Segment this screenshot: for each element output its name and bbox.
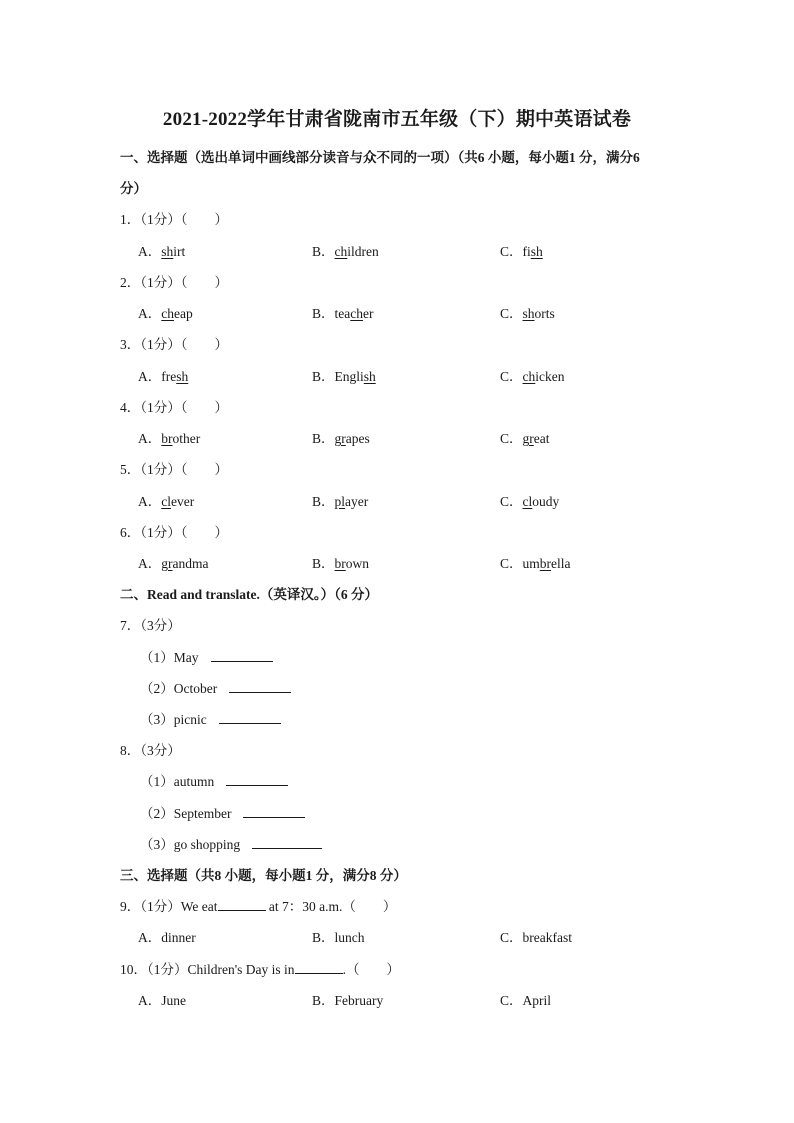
q6-option-c: C．umbrella bbox=[500, 556, 571, 571]
answer-blank[interactable] bbox=[211, 649, 273, 662]
answer-blank[interactable] bbox=[295, 961, 343, 974]
question-1-label: 1．（1分）（ ） bbox=[120, 212, 228, 227]
underlined-part: sh bbox=[161, 244, 174, 259]
q10-option-b: B．February bbox=[312, 993, 384, 1008]
q6-option-b: B．brown bbox=[312, 556, 370, 571]
question-5-label: 5．（1分）（ ） bbox=[120, 462, 228, 477]
underlined-part: br bbox=[539, 556, 552, 571]
q8-item-1: （1）autumn bbox=[140, 770, 288, 790]
underlined-part: br bbox=[161, 431, 173, 446]
q10-option-c: C．April bbox=[500, 993, 552, 1008]
underlined-part: cl bbox=[161, 494, 171, 509]
q6-option-a: A．grandma bbox=[138, 556, 209, 571]
section1-heading-cont: 分） bbox=[120, 181, 147, 196]
q5-option-b: B．player bbox=[312, 494, 369, 509]
q2-option-a: A．cheap bbox=[138, 306, 193, 321]
underlined-part: gr bbox=[522, 431, 534, 446]
q7-item-2: （2）October bbox=[140, 677, 291, 697]
q4-option-b: B．grapes bbox=[312, 431, 370, 446]
q9-option-c: C．breakfast bbox=[500, 930, 572, 945]
q3-option-b: B．English bbox=[312, 369, 376, 384]
section2-heading: 二、Read and translate.（英译汉。）（6 分） bbox=[120, 587, 379, 602]
underlined-part: pl bbox=[334, 494, 346, 509]
q3-option-c: C．chicken bbox=[500, 369, 565, 384]
underlined-part: sh bbox=[522, 306, 535, 321]
q4-option-c: C．great bbox=[500, 431, 550, 446]
q9-option-b: B．lunch bbox=[312, 930, 365, 945]
question-4-label: 4．（1分）（ ） bbox=[120, 400, 228, 415]
answer-blank[interactable] bbox=[218, 898, 266, 911]
section3-heading: 三、选择题（共8 小题，每小题1 分，满分8 分） bbox=[120, 868, 407, 883]
q7-item-3: （3）picnic bbox=[140, 708, 281, 728]
underlined-part: ch bbox=[522, 369, 536, 384]
answer-blank[interactable] bbox=[229, 680, 291, 693]
question-2-label: 2．（1分）（ ） bbox=[120, 275, 228, 290]
q4-option-a: A．brother bbox=[138, 431, 201, 446]
answer-blank[interactable] bbox=[226, 773, 288, 786]
underlined-part: br bbox=[334, 556, 346, 571]
q1-option-b: B．children bbox=[312, 244, 379, 259]
q1-option-c: C．fish bbox=[500, 244, 543, 259]
question-6-label: 6．（1分）（ ） bbox=[120, 525, 228, 540]
underlined-part: sh bbox=[530, 244, 543, 259]
underlined-part: ch bbox=[334, 244, 348, 259]
underlined-part: ch bbox=[350, 306, 364, 321]
underlined-part: cl bbox=[522, 494, 533, 509]
answer-blank[interactable] bbox=[243, 805, 305, 818]
question-8-label: 8．（3分） bbox=[120, 743, 181, 758]
underlined-part: gr bbox=[161, 556, 173, 571]
q5-option-a: A．clever bbox=[138, 494, 195, 509]
question-3-label: 3．（1分）（ ） bbox=[120, 337, 228, 352]
q7-item-1: （1）May bbox=[140, 646, 273, 666]
answer-blank[interactable] bbox=[252, 836, 322, 849]
q3-option-a: A．fresh bbox=[138, 369, 189, 384]
underlined-part: gr bbox=[334, 431, 346, 446]
question-9-label: 9．（1分）We eat at 7：30 a.m.（ ） bbox=[120, 899, 397, 914]
question-7-label: 7．（3分） bbox=[120, 618, 181, 633]
q2-option-b: B．teacher bbox=[312, 306, 374, 321]
section1-heading: 一、选择题（选出单词中画线部分读音与众不同的一项）（共6 小题，每小题1 分，满分6 bbox=[120, 150, 640, 165]
q1-option-a: A．shirt bbox=[138, 244, 186, 259]
question-10-label: 10．（1分）Children's Day is in .（ ） bbox=[120, 962, 400, 977]
q2-option-c: C．shorts bbox=[500, 306, 555, 321]
underlined-part: sh bbox=[176, 369, 189, 384]
answer-blank[interactable] bbox=[219, 711, 281, 724]
q8-item-2: （2）September bbox=[140, 802, 305, 822]
underlined-part: ch bbox=[161, 306, 174, 321]
underlined-part: sh bbox=[363, 369, 376, 384]
exam-title: 2021-2022学年甘肃省陇南市五年级（下）期中英语试卷 bbox=[162, 109, 632, 130]
q8-item-3: （3）go shopping bbox=[140, 833, 322, 853]
q5-option-c: C．cloudy bbox=[500, 494, 560, 509]
q9-option-a: A．dinner bbox=[138, 930, 196, 945]
q10-option-a: A．June bbox=[138, 993, 186, 1008]
